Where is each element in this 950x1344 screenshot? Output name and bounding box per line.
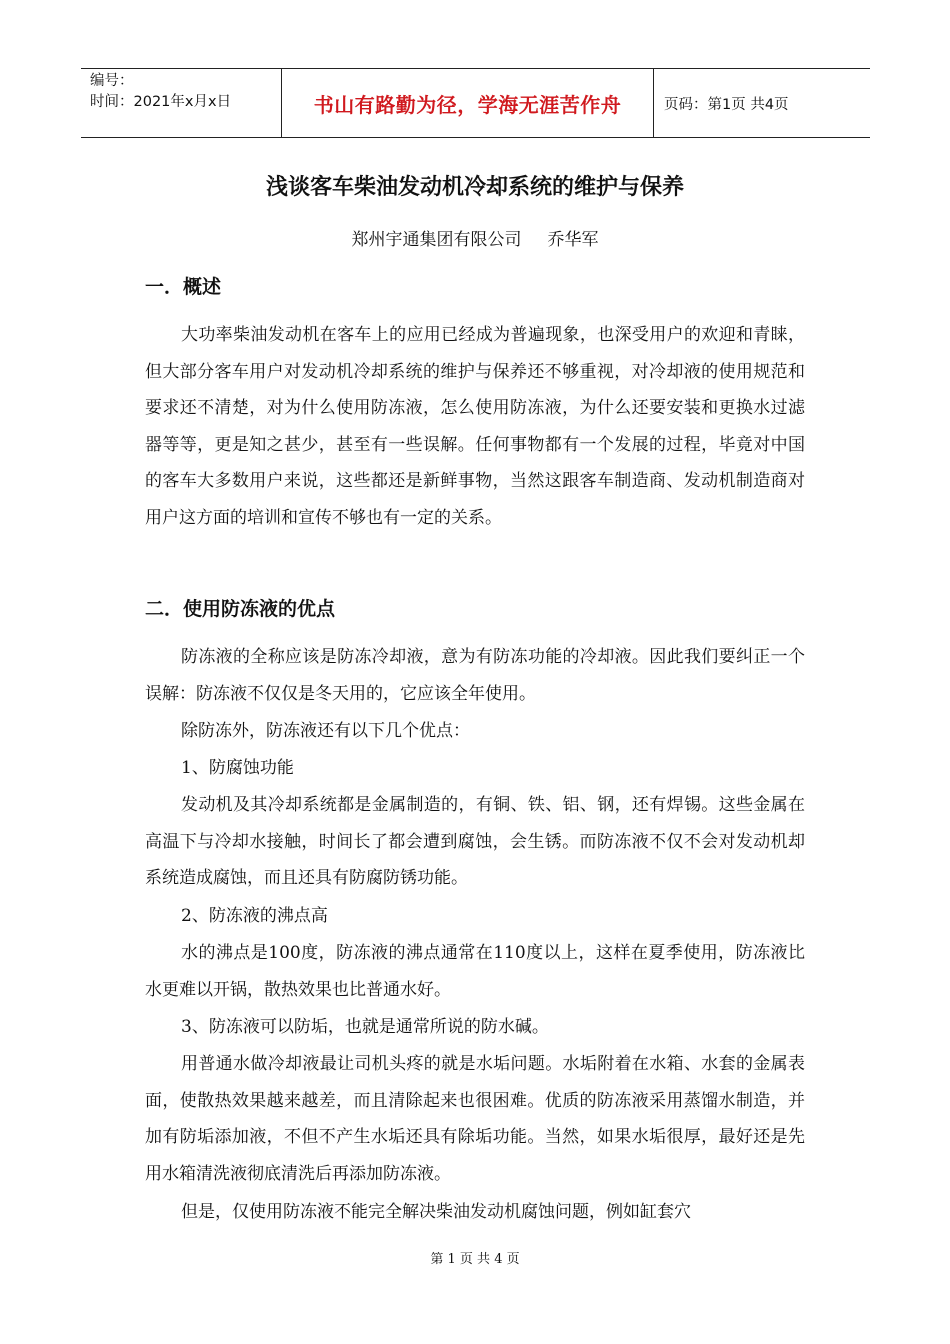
section-heading-overview: 一．概述 (145, 276, 222, 298)
list-item-anti-scale: 3、防冻液可以防垢，也就是通常所说的防水碱。 (181, 1017, 549, 1037)
header-page-cell (654, 69, 870, 137)
document-title: 浅谈客车柴油发动机冷却系统的维护与保养 (265, 175, 684, 200)
author-name: 乔华军 (547, 230, 599, 250)
paragraph-boiling-point: 水的沸点是100度，防冻液的沸点通常在110度以上，这样在夏季使用，防冻液比水更难以开锅，散热效果也比普通水好。 (145, 943, 805, 1000)
paragraph-antifreeze-definition: 防冻液的全称应该是防冻冷却液，意为有防冻功能的冷却液。因此我们要纠正一个误解：防冻液不仅仅是冬天用的，它应该全年使用。 (145, 647, 805, 704)
paragraph-scale-problem: 用普通水做冷却液最让司机头疼的就是水垢问题。水垢附着在水箱、水套的金属表面，使散热效果越来越差，而且清除起来也很困难。优质的防冻液采用蒸馏水制造，并加有防垢添加液，不但不产生水垢还具有除垢功能。当然，如果水垢很厚，最好还是先用水箱清洗液彻底清洗后再添加防冻液。 (145, 1054, 805, 1184)
page-footer: 第 1 页 共 4 页 (430, 1252, 520, 1267)
motto-text: 书山有路勤为径，学海无涯苦作舟 (313, 92, 622, 117)
list-item-boiling-point: 2、防冻液的沸点高 (181, 906, 328, 926)
section-heading-advantages: 二．使用防冻液的优点 (145, 598, 336, 620)
doc-time-label: 时间：2021年x月x日 (90, 94, 232, 110)
header-meta-cell (81, 69, 282, 137)
document-header (81, 68, 870, 138)
author-organization: 郑州宇通集团有限公司 (351, 230, 522, 250)
doc-number-label: 编号： (90, 73, 134, 89)
header-motto-cell (282, 69, 654, 137)
page-info: 页码：第1页 共4页 (664, 96, 789, 113)
overview-paragraph: 大功率柴油发动机在客车上的应用已经成为普遍现象，也深受用户的欢迎和青睐，但大部分客车用户对发动机冷却系统的维护与保养还不够重视，对冷却液的使用规范和要求还不清楚，对为什么使用防冻液，怎么使用防冻液，为什么还要安装和更换水过滤器等等，更是知之甚少，甚至有一些误解。任何事物都有一个发展的过程，毕竟对中国的客车大多数用户来说，这些都还是新鲜事物，当然这跟客车制造商、发动机制造商对用户这方面的培训和宣传不够也有一定的关系。 (145, 325, 805, 528)
list-item-anticorrosion: 1、防腐蚀功能 (181, 758, 294, 778)
author-line (0, 225, 950, 250)
paragraph-anticorrosion: 发动机及其冷却系统都是金属制造的，有铜、铁、铝、钢，还有焊锡。这些金属在高温下与冷却水接触，时间长了都会遭到腐蚀，会生锈。而防冻液不仅不会对发动机却系统造成腐蚀，而且还具有防腐防锈功能。 (145, 795, 805, 888)
paragraph-however: 但是，仅使用防冻液不能完全解决柴油发动机腐蚀问题，例如缸套穴 (181, 1202, 691, 1222)
paragraph-advantages-intro: 除防冻外，防冻液还有以下几个优点： (181, 721, 470, 741)
